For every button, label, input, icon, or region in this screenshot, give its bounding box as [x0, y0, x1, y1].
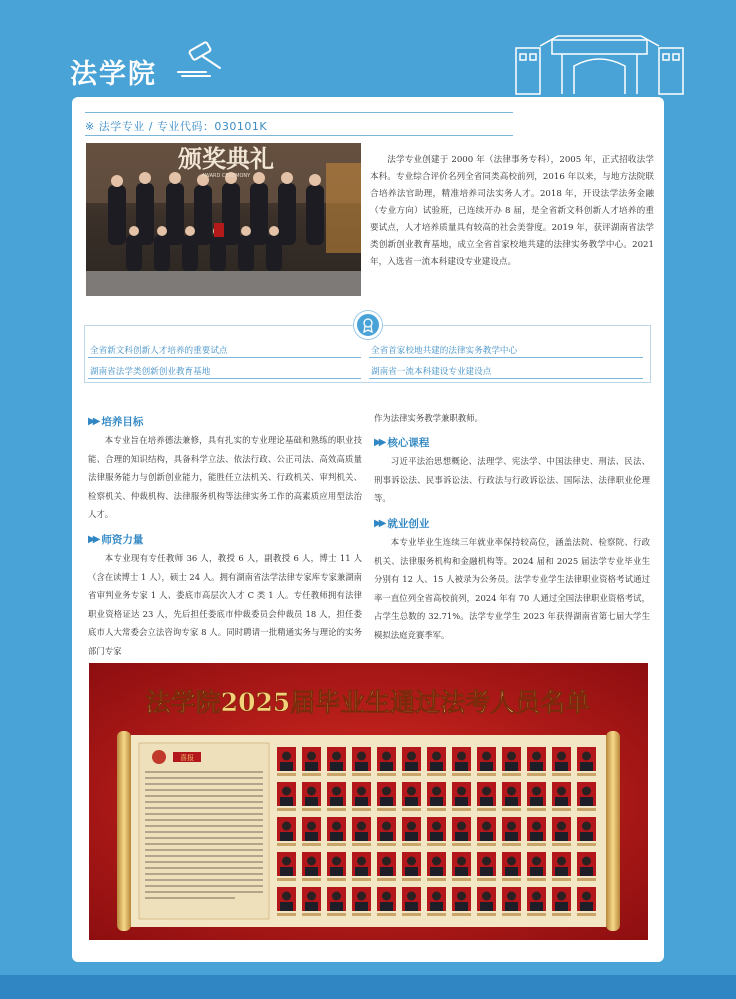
divider: [369, 357, 643, 358]
gavel-icon: [172, 40, 232, 80]
campus-gate-icon: [512, 26, 687, 96]
highlight-item: 全省新文科创新人才培养的重要试点: [90, 346, 228, 356]
divider: [369, 378, 643, 379]
highlight-item: 全省首家校地共建的法律实务教学中心: [371, 346, 518, 356]
chevron-right-icon: ▶▶: [88, 416, 98, 427]
highlight-item: 湖南省一流本科建设专业建设点: [371, 367, 492, 377]
poster-title: 法学院2025届毕业生通过法考人员名单: [145, 688, 591, 717]
highlight-item: 湖南省法学类创新创业教育基地: [90, 367, 211, 377]
divider: [88, 357, 361, 358]
divider: [85, 112, 513, 113]
page-title: 法学院: [70, 59, 157, 90]
major-code-line: ※ 法学专业 / 专业代码：030101K: [85, 120, 268, 133]
courses-paragraph: 习近平法治思想概论、法理学、宪法学、中国法律史、刑法、民法、刑事诉讼法、民事诉讼法、行政法与行政诉讼法、国际法、法律职业伦理等。: [374, 456, 650, 503]
section-heading-courses: [374, 435, 429, 450]
section-title: 师资力量: [101, 534, 144, 546]
section-title: 就业创业: [387, 518, 430, 530]
section-title: 核心课程: [387, 437, 430, 449]
divider: [85, 135, 513, 136]
footer-band: [0, 975, 736, 999]
faculty-paragraph-continued: 作为法律实务教学兼职教师。: [374, 413, 483, 423]
banner-subtext: AWARD CEREMONY: [201, 173, 251, 179]
chevron-right-icon: ▶▶: [88, 534, 98, 545]
chevron-right-icon: ▶▶: [374, 437, 384, 448]
section-heading-training: [88, 414, 143, 429]
divider: [88, 378, 361, 379]
training-paragraph: 本专业旨在培养德法兼修，具有扎实的专业理论基础和熟练的职业技能、合理的知识结构，具备科学立法、依法行政、公正司法、高效高质量法律服务能力与创新创业能力，能胜任立法机关、行政机关、审判机关、检察机关、仲裁机构、法律服务机构等法律实务工作的高素质应用型法治人才。: [88, 435, 362, 519]
intro-paragraph: 法学专业创建于 2000 年（法律事务专科），2005 年，正式招收法学本科。专业综合评价名列全省同类高校前列，2016 年以来，与地方法院联合培养法官助理，精准培养司法实务人才。2018 年，开设法学法务金融（专业方向）试验班，已连续开办 8 届，是全省新文科创新人才培养的重要试点，人才培养质量具有较高的社会美誉度。2019 年，获评湖南省法学类创新创业教育基地，成立全省首家校地共建的法律实务教学中心。2021 年，入选省一流本科建设专业建设点。: [370, 155, 654, 267]
bar-exam-poster: [89, 663, 648, 940]
section-heading-employment: [374, 516, 429, 531]
section-title: 培养目标: [101, 416, 144, 428]
faculty-paragraph: 本专业现有专任教师 36 人，教授 6 人，副教授 6 人，博士 11 人（含在读博士 1 人），硕士 24 人。拥有湖南省法学法律专家库专家兼湖南省审判业务专家 1 人、娄底市高层次人才 C 类 1 人。专任教师拥有法律职业资格证达 23 人，先后担任娄底市仲裁委员会仲裁员 18 人，担任娄底市人大常委会立法咨询专家 8 人。同时聘请一批精通实务与理论的实务部门专家: [88, 553, 362, 656]
ribbon-icon: [354, 311, 382, 339]
award-ceremony-photo: [86, 143, 361, 296]
panel-heading: 喜报: [180, 754, 194, 762]
employment-paragraph: 本专业毕业生连续三年就业率保持较高位，涵盖法院、检察院、行政机关、法律服务机构和金融机构等。2024 届和 2025 届法学专业毕业生分别有 12 人、15 人被录为公务员。法学专业学生法律职业资格考试通过率一直位列全省高校前列，2024 年有 70 人通过全国法律职业资格考试，占学生总数的 32.71%。法学专业学生 2023 年获得湖南省第七届大学生模拟法庭竞赛季军。: [374, 537, 650, 640]
banner-text: 颁奖典礼: [178, 144, 274, 173]
chevron-right-icon: ▶▶: [374, 518, 384, 529]
section-heading-faculty: [88, 532, 143, 547]
